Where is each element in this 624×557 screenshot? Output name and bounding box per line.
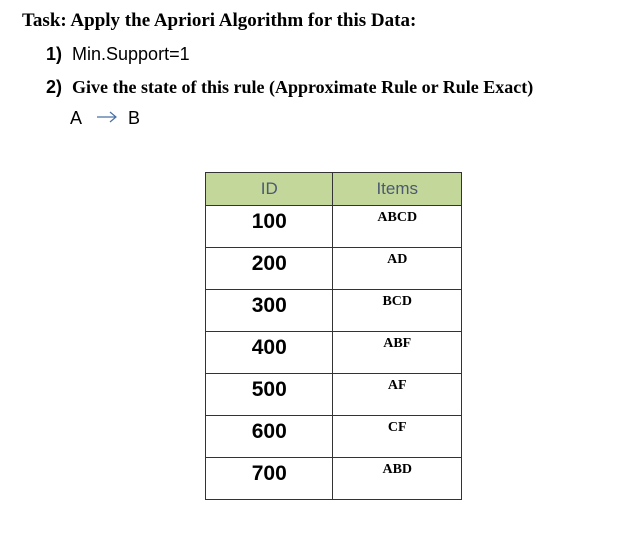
rule-expression [70,108,140,129]
list-text: Min.Support=1 [72,44,190,64]
row-id: 100 [206,206,333,248]
row-id: 400 [206,332,333,374]
list-text: Give the state of this rule (Approximate Rule or Rule Exact) [72,77,534,97]
row-items: BCD [333,290,462,332]
task-title: Task: Apply the Apriori Algorithm for this Data: [22,10,417,31]
table-row [206,416,462,458]
table-row [206,248,462,290]
row-items: ABF [333,332,462,374]
table-header-row [206,173,462,206]
row-id: 300 [206,290,333,332]
list-number: 2) [46,77,63,97]
header-id: ID [206,173,333,206]
list-number: 1) [46,44,63,64]
table-row [206,290,462,332]
row-items: ABD [333,458,462,500]
row-id: 200 [206,248,333,290]
row-items: AF [333,374,462,416]
list-item-min-support [46,44,190,65]
row-items: CF [333,416,462,458]
table-row [206,458,462,500]
row-id: 600 [206,416,333,458]
transactions-table [205,172,462,500]
rule-consequent: B [128,108,141,128]
header-items: Items [333,173,462,206]
list-item-rule-state [46,77,533,98]
table-row [206,332,462,374]
table-row [206,374,462,416]
row-id: 500 [206,374,333,416]
row-id: 700 [206,458,333,500]
row-items: AD [333,248,462,290]
row-items: ABCD [333,206,462,248]
arrow-glyph [96,110,118,124]
right-arrow-icon [96,108,118,129]
table-row [206,206,462,248]
rule-antecedent: A [70,108,83,128]
